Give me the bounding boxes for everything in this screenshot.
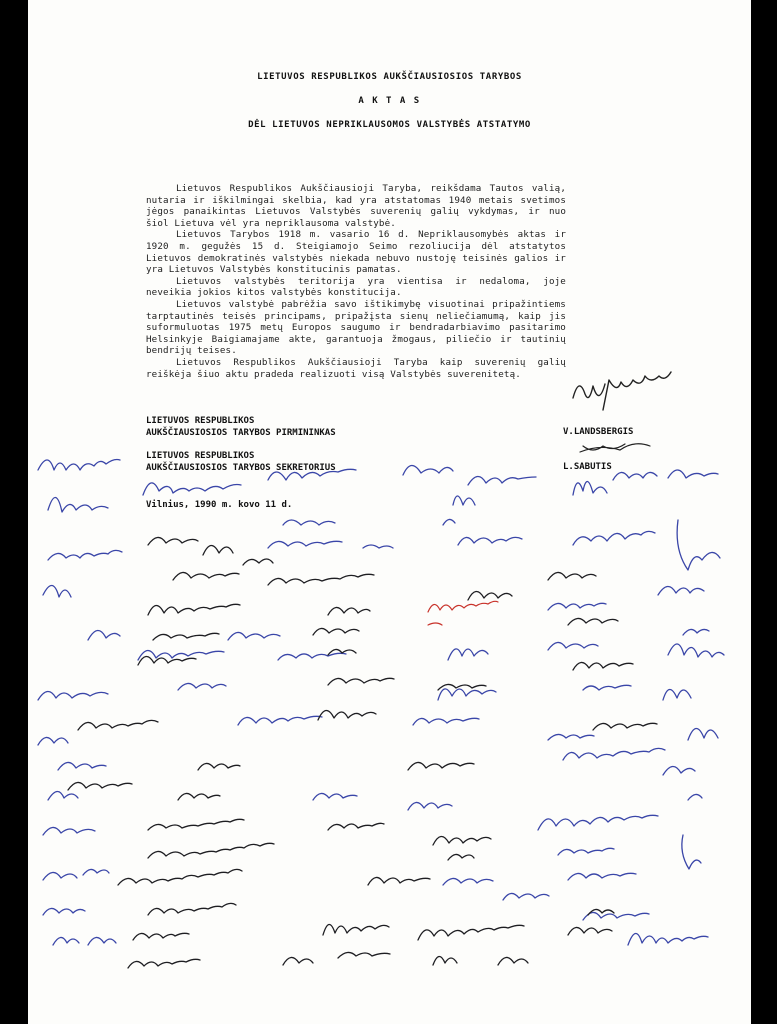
signature-landsbergis-image	[573, 372, 671, 410]
act-paragraph: Lietuvos valstybė pabrėžia savo ištikimybę visuotinai pripažintiems tarptautinės teisės principams, pripažįsta sienų neliečiamumą, kaip jis suformuluotas 1975 metų Europos saugumo ir bendradarbiavimo pasitarimo Helsinkyje Baigiamajame akte, garantuoja žmogaus, piliečio ir tautinių bendrijų teises.	[146, 298, 566, 357]
secretary-name: L.SABUTIS	[563, 462, 612, 472]
signatures-area	[28, 0, 751, 1024]
act-paragraph: Lietuvos Tarybos 1918 m. vasario 16 d. Nepriklausomybės aktas ir 1920 m. gegužės 15 d. Steigiamojo Seimo rezoliucija dėl atstatytos Lietuvos demokratinės valstybės niekada nebuvo nustoję teisinės galios ir yra Lietuvos Valstybės konstitucinis pamatas.	[146, 229, 566, 276]
act-heading-subject: DĖL LIETUVOS NEPRIKLAUSOMOS VALSTYBĖS ATSTATYMO	[248, 120, 531, 130]
act-paragraph: Lietuvos valstybės teritorija yra vientisa ir nedaloma, joje neveikia jokios kitos valstybės konstitucija.	[146, 275, 566, 299]
secretary-title: LIETUVOS RESPUBLIKOS AUKŠČIAUSIOSIOS TARYBOS SEKRETORIUS	[146, 451, 336, 473]
act-heading-title: A K T A S	[358, 96, 421, 106]
document-page	[28, 0, 751, 1024]
chairman-title: LIETUVOS RESPUBLIKOS AUKŠČIAUSIOSIOS TARYBOS PIRMININKAS	[146, 416, 336, 438]
signatures-blue-ink-image	[38, 460, 724, 946]
act-date: Vilnius, 1990 m. kovo 11 d.	[146, 500, 293, 510]
chairman-name: V.LANDSBERGIS	[563, 427, 634, 437]
signature-red-ink-image	[428, 601, 498, 625]
act-heading-institution: LIETUVOS RESPUBLIKOS AUKŠČIAUSIOSIOS TARYBOS	[257, 72, 522, 82]
act-paragraph: Lietuvos Respublikos Aukščiausioji Taryba, reikšdama Tautos valią, nutaria ir iškilmingai skelbia, kad yra atstatomas 1940 metais svetimos jėgos panaikintas Lietuvos Valstybės suverenių galių vykdymas, ir nuo šiol Lietuva vėl yra nepriklausoma valstybė.	[146, 183, 566, 229]
act-paragraph: Lietuvos Respublikos Aukščiausioji Taryba kaip suverenių galių reiškėja šiuo aktu pradeda realizuoti visą Valstybės suverenitetą.	[146, 356, 566, 380]
signature-sabutis-image	[580, 444, 650, 452]
